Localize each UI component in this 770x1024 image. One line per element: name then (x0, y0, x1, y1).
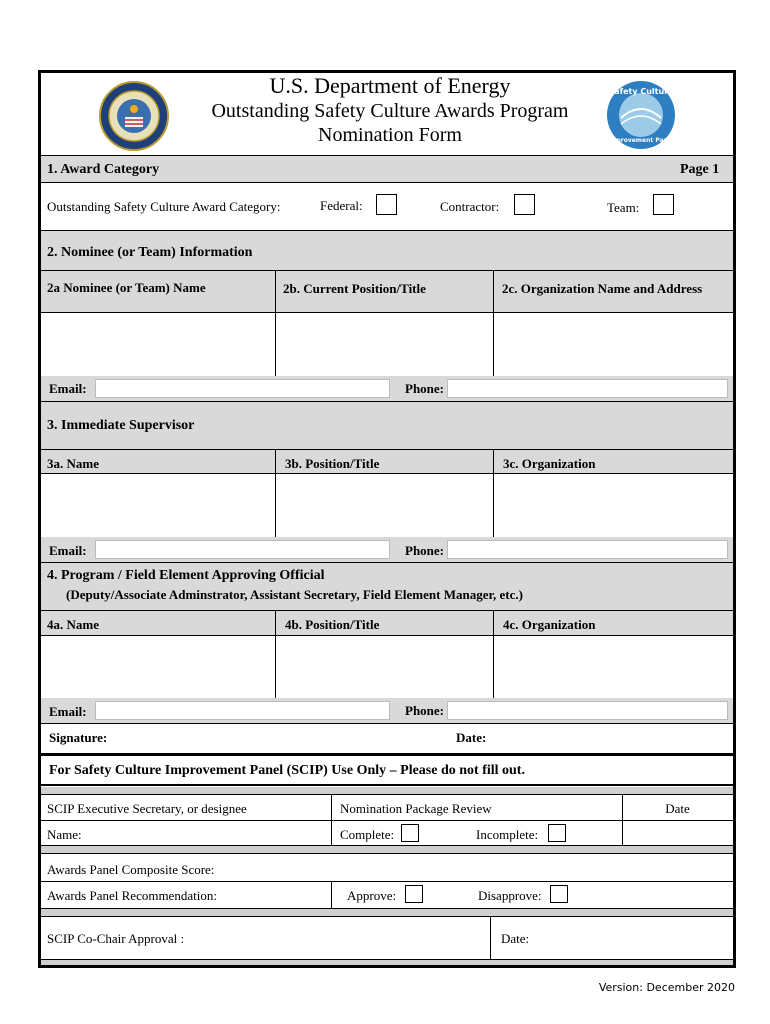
exec-secretary-label: SCIP Executive Secretary, or designee (47, 801, 247, 816)
scip-banner: For Safety Culture Improvement Panel (SCIP) Use Only – Please do not fill out. (49, 763, 525, 778)
cochair-approval-label: SCIP Co-Chair Approval : (47, 931, 185, 946)
col-4b-label: 4b. Position/Title (285, 617, 380, 632)
composite-score-label: Awards Panel Composite Score: (47, 862, 215, 877)
row-separator (41, 846, 733, 853)
bottom-rule (41, 960, 733, 965)
col-2b-label: 2b. Current Position/Title (283, 281, 426, 296)
supervisor-organization-field[interactable] (494, 474, 733, 537)
official-position-field[interactable] (276, 636, 493, 698)
award-category-label: Outstanding Safety Culture Award Category: (47, 199, 281, 214)
supervisor-phone-field[interactable] (447, 540, 728, 559)
supervisor-name-field[interactable] (41, 474, 275, 537)
divider (41, 182, 733, 183)
nominee-email-field[interactable] (95, 379, 390, 398)
incomplete-label: Incomplete: (476, 827, 539, 842)
section2-title: 2. Nominee (or Team) Information (47, 245, 253, 260)
team-checkbox[interactable] (653, 194, 674, 215)
nominee-name-field[interactable] (41, 313, 275, 376)
divider (41, 853, 733, 854)
incomplete-checkbox[interactable] (548, 824, 566, 842)
team-label: Team: (607, 200, 640, 215)
section3-header (41, 402, 733, 473)
col-4c-label: 4c. Organization (503, 617, 596, 632)
divider (41, 916, 733, 917)
col-2c-label: 2c. Organization Name and Address (502, 281, 703, 296)
complete-label: Complete: (340, 827, 395, 842)
divider (41, 881, 733, 882)
scip-name-label: Name: (47, 827, 82, 842)
phone-label: Phone: (405, 543, 444, 558)
email-label: Email: (49, 704, 87, 719)
col-3a-label: 3a. Name (47, 456, 99, 471)
contractor-label: Contractor: (440, 199, 500, 214)
signature-field[interactable] (120, 725, 450, 749)
approve-label: Approve: (347, 888, 397, 903)
nominee-phone-field[interactable] (447, 379, 728, 398)
col-4a-label: 4a. Name (47, 617, 99, 632)
scip-logo (606, 80, 676, 150)
federal-label: Federal: (320, 198, 363, 213)
approve-checkbox[interactable] (405, 885, 423, 903)
federal-checkbox[interactable] (376, 194, 397, 215)
phone-label: Phone: (405, 381, 444, 396)
program-subtitle: Outstanding Safety Culture Awards Program (211, 100, 569, 122)
contractor-checkbox[interactable] (514, 194, 535, 215)
divider (41, 610, 733, 611)
divider (41, 794, 733, 795)
signature-date-field[interactable] (495, 725, 725, 749)
page-number: Page 1 (680, 162, 720, 177)
col-3c-label: 3c. Organization (503, 456, 596, 471)
col-2a-label: 2a Nominee (or Team) Name (47, 280, 206, 295)
disapprove-label: Disapprove: (478, 888, 542, 903)
col-divider (490, 916, 491, 959)
row-separator (41, 909, 733, 916)
form-name: Nomination Form (318, 124, 462, 146)
supervisor-position-field[interactable] (276, 474, 493, 537)
svg-text:Safety Culture: Safety Culture (608, 87, 674, 96)
nominee-position-field[interactable] (276, 313, 493, 376)
section1-title: 1. Award Category (47, 162, 160, 177)
package-review-label: Nomination Package Review (340, 801, 492, 816)
review-date-header: Date (665, 801, 690, 816)
date-label: Date: (456, 730, 487, 745)
official-organization-field[interactable] (494, 636, 733, 698)
complete-checkbox[interactable] (401, 824, 419, 842)
signature-label: Signature: (49, 730, 108, 745)
divider (41, 449, 733, 450)
disapprove-checkbox[interactable] (550, 885, 568, 903)
recommendation-label: Awards Panel Recommendation: (47, 888, 217, 903)
col-divider (331, 881, 332, 908)
section2-header (41, 231, 733, 312)
col-3b-label: 3b. Position/Title (285, 456, 380, 471)
official-name-field[interactable] (41, 636, 275, 698)
nominee-organization-field[interactable] (494, 313, 733, 376)
section4-title: 4. Program / Field Element Approving Official (47, 568, 325, 583)
email-label: Email: (49, 543, 87, 558)
version-note: Version: December 2020 (598, 981, 735, 994)
section4-subtitle: (Deputy/Associate Adminstrator, Assistant Secretary, Field Element Manager, etc.) (66, 587, 523, 602)
divider (41, 723, 733, 724)
official-email-field[interactable] (95, 701, 390, 720)
official-phone-field[interactable] (447, 701, 728, 720)
row-separator (41, 787, 733, 794)
svg-text:Improvement Panel: Improvement Panel (607, 137, 675, 144)
phone-label: Phone: (405, 703, 444, 718)
email-label: Email: (49, 381, 87, 396)
form-title: U.S. Department of Energy (269, 73, 511, 98)
cochair-date-label: Date: (501, 931, 530, 946)
supervisor-email-field[interactable] (95, 540, 390, 559)
divider (41, 820, 733, 821)
divider (41, 270, 733, 271)
section3-title: 3. Immediate Supervisor (47, 418, 195, 433)
doe-seal (99, 81, 169, 151)
